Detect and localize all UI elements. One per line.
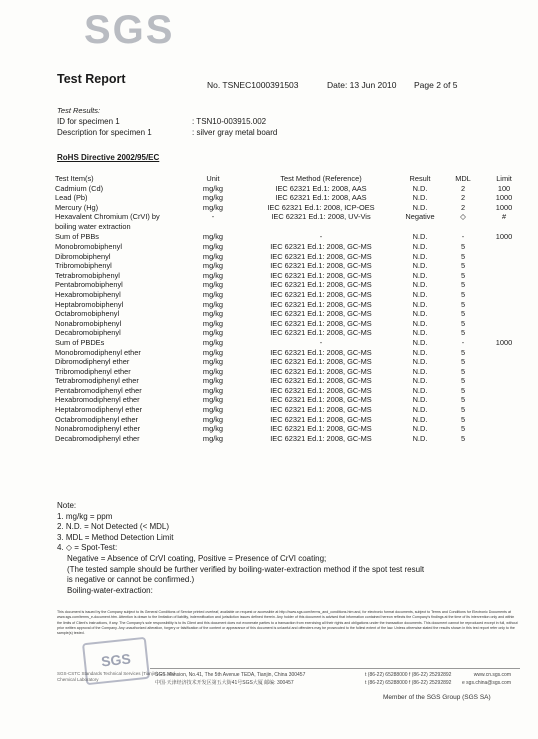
- footer-address-en: SGS Mansion, No.41, The 5th Avenue TEDA, Tianjin, China 300457: [155, 672, 306, 678]
- cell-test-item: Sum of PBBs: [55, 232, 99, 242]
- note-4-detail-a: Negative = Absence of CrVI coating, Positive = Presence of CrVI coating;: [67, 553, 327, 563]
- footer-company-line1: SGS-CSTC Standards Technical Services (Tianjin) Co., Ltd.: [57, 671, 177, 676]
- cell-result: N.D.: [412, 347, 428, 357]
- cell-test-item: Monobromodiphenyl ether: [55, 347, 141, 357]
- cell-limit: [483, 348, 525, 358]
- cell-result: N.D.: [412, 414, 428, 424]
- cell-mdl: -: [461, 232, 465, 242]
- table-row: [55, 232, 525, 242]
- cell-result: N.D.: [412, 385, 428, 395]
- cell-test-method: IEC 62321 Ed.1: 2008, GC-MS: [270, 251, 372, 261]
- header-unit: Unit: [206, 174, 220, 183]
- cell-unit: mg/kg: [202, 261, 224, 271]
- cell-result: N.D.: [412, 193, 428, 203]
- table-row: [55, 424, 525, 434]
- cell-mdl: 5: [460, 318, 466, 328]
- cell-limit: 100: [497, 183, 511, 193]
- specimen-desc-value: : silver gray metal board: [192, 128, 278, 137]
- cell-unit: mg/kg: [202, 337, 224, 347]
- cell-result: N.D.: [412, 289, 428, 299]
- cell-test-method: IEC 62321 Ed.1: 2008, GC-MS: [270, 347, 372, 357]
- cell-limit: [483, 300, 525, 310]
- header-result: Result: [409, 174, 431, 183]
- cell-test-item: Nonabromodiphenyl ether: [55, 424, 141, 434]
- cell-test-item: Pentabromodiphenyl ether: [55, 385, 142, 395]
- cell-result: Negative: [405, 212, 435, 222]
- cell-mdl: 5: [460, 280, 466, 290]
- cell-result: N.D.: [412, 299, 428, 309]
- cell-mdl: 5: [460, 357, 466, 367]
- cell-test-method: -: [319, 337, 323, 347]
- cell-test-method: IEC 62321 Ed.1: 2008, GC-MS: [270, 395, 372, 405]
- cell-result: N.D.: [412, 328, 428, 338]
- cell-mdl: 5: [460, 366, 466, 376]
- cell-test-item: Decabromodiphenyl ether: [55, 433, 140, 443]
- table-row: [55, 376, 525, 386]
- cell-limit: [483, 415, 525, 425]
- cell-unit: mg/kg: [202, 366, 224, 376]
- cell-result: N.D.: [412, 405, 428, 415]
- table-row: [55, 212, 525, 232]
- cell-test-method: IEC 62321 Ed.1: 2008, GC-MS: [270, 366, 372, 376]
- table-row: [55, 415, 525, 425]
- cell-test-item: Octabromodiphenyl ether: [55, 414, 138, 424]
- cell-unit: mg/kg: [202, 280, 224, 290]
- cell-limit: #: [501, 212, 507, 222]
- cell-result: N.D.: [412, 232, 428, 242]
- footer-phone-1: t (86-22) 65288000 f (86-22) 25292892: [365, 672, 452, 678]
- cell-unit: mg/kg: [202, 424, 224, 434]
- cell-test-item: Tetrabromobiphenyl: [55, 270, 120, 280]
- cell-test-method: IEC 62321 Ed.1: 2008, GC-MS: [270, 328, 372, 338]
- table-row: [55, 405, 525, 415]
- test-results-label: Test Results:: [57, 106, 101, 115]
- cell-test-item: Dibromobiphenyl: [55, 251, 111, 261]
- cell-result: N.D.: [412, 280, 428, 290]
- notes-section: [57, 501, 424, 596]
- cell-mdl: 5: [460, 376, 466, 386]
- notes-heading: Note:: [57, 501, 77, 510]
- cell-mdl: 5: [460, 424, 466, 434]
- cell-unit: mg/kg: [202, 289, 224, 299]
- cell-test-item: Hexabromobiphenyl: [55, 289, 121, 299]
- table-row: [55, 290, 525, 300]
- cell-limit: [483, 395, 525, 405]
- note-4-detail-d: Boiling-water-extraction:: [67, 585, 153, 595]
- cell-test-method: IEC 62321 Ed.1: 2008, AAS: [275, 183, 367, 193]
- cell-test-method: IEC 62321 Ed.1: 2008, GC-MS: [270, 309, 372, 319]
- cell-mdl: 5: [460, 289, 466, 299]
- cell-unit: mg/kg: [202, 299, 224, 309]
- cell-test-method: IEC 62321 Ed.1: 2008, GC-MS: [270, 405, 372, 415]
- cell-limit: [483, 252, 525, 262]
- footer-phone: [365, 671, 451, 687]
- cell-test-method: IEC 62321 Ed.1: 2008, GC-MS: [270, 241, 372, 251]
- cell-limit: [483, 261, 525, 271]
- cell-result: N.D.: [412, 270, 428, 280]
- header-mdl: MDL: [455, 174, 471, 183]
- footer-email: e sgs.china@sgs.com: [462, 680, 511, 686]
- cell-test-item: Octabromobiphenyl: [55, 309, 120, 319]
- footer-company-line2: Chemical Laboratory: [57, 677, 99, 682]
- cell-test-method: IEC 62321 Ed.1: 2008, GC-MS: [270, 261, 372, 271]
- cell-limit: [483, 319, 525, 329]
- header-test-item: Test Item(s): [55, 174, 94, 183]
- cell-limit: 1000: [495, 337, 513, 347]
- cell-test-method: IEC 62321 Ed.1: 2008, GC-MS: [270, 270, 372, 280]
- cell-test-method: IEC 62321 Ed.1: 2008, GC-MS: [270, 414, 372, 424]
- cell-limit: [483, 242, 525, 252]
- cell-unit: mg/kg: [202, 395, 224, 405]
- cell-limit: [483, 357, 525, 367]
- cell-mdl: 5: [460, 433, 466, 443]
- cell-unit: mg/kg: [202, 183, 224, 193]
- table-row: [55, 242, 525, 252]
- cell-limit: [483, 434, 525, 444]
- cell-mdl: 5: [460, 241, 466, 251]
- note-1: 1. mg/kg = ppm: [57, 511, 113, 521]
- cell-result: N.D.: [412, 357, 428, 367]
- report-title: Test Report: [57, 72, 126, 86]
- table-row: [55, 395, 525, 405]
- cell-test-item: Pentabromobiphenyl: [55, 280, 123, 290]
- cell-limit: 1000: [495, 232, 513, 242]
- cell-unit: mg/kg: [202, 318, 224, 328]
- legal-fine-print: This document is issued by the Company subject to its General Conditions of Service printed overleaf, available on request or accessible at http://www.sgs.com/terms_and_conditions.htm and, for electronic format documents, subject to Terms and Conditions for Electronic Documents at www.sgs.com/terms_e-document.htm. Attention is drawn to the limitation of liability, indemnification and jurisdiction issues defined therein. Any holder of this document is advised that information contained hereon reflects the Company's findings at the time of its intervention only and within the limits of Client's instructions, if any. The Company's sole responsibility is to its Client and this document does not exonerate parties to a transaction from exercising all their rights and obligations under the transaction documents. This document cannot be reproduced except in full, without prior written approval of the Company. Any unauthorized alteration, forgery or falsification of the content or appearance of this document is unlawful and offenders may be prosecuted to the fullest extent of the law. Unless otherwise stated the results shown in this test report refer only to the sample(s) tested.: [57, 610, 518, 636]
- cell-unit: -: [211, 212, 215, 222]
- table-row: [55, 193, 525, 203]
- table-row: [55, 367, 525, 377]
- table-row: [55, 300, 525, 310]
- table-row: [55, 328, 525, 338]
- table-row: [55, 271, 525, 281]
- cell-result: N.D.: [412, 309, 428, 319]
- cell-mdl: 5: [460, 299, 466, 309]
- footer-website: www.cn.sgs.com: [473, 672, 511, 678]
- table-row: [55, 319, 525, 329]
- cell-limit: [483, 376, 525, 386]
- cell-mdl: 5: [460, 261, 466, 271]
- cell-limit: [483, 290, 525, 300]
- cell-result: N.D.: [412, 318, 428, 328]
- results-table: [55, 174, 525, 443]
- cell-test-item: Sum of PBDEs: [55, 337, 105, 347]
- report-date: Date: 13 Jun 2010: [327, 80, 397, 90]
- table-row: [55, 252, 525, 262]
- cell-mdl: 5: [460, 270, 466, 280]
- header-test-method: Test Method (Reference): [280, 174, 362, 183]
- cell-unit: mg/kg: [202, 328, 224, 338]
- cell-mdl: 5: [460, 328, 466, 338]
- note-4: 4. ◇ = Spot-Test:: [57, 543, 118, 553]
- cell-result: N.D.: [412, 183, 428, 193]
- cell-mdl: 2: [460, 202, 466, 212]
- cell-mdl: 5: [460, 405, 466, 415]
- cell-unit: mg/kg: [202, 385, 224, 395]
- cell-mdl: 5: [460, 251, 466, 261]
- note-3: 3. MDL = Method Detection Limit: [57, 532, 174, 542]
- table-row: [55, 434, 525, 444]
- cell-unit: mg/kg: [202, 251, 224, 261]
- cell-test-item: Mercury (Hg): [55, 202, 99, 212]
- cell-mdl: 5: [460, 347, 466, 357]
- cell-result: N.D.: [412, 241, 428, 251]
- table-header-row: [55, 174, 525, 184]
- cell-unit: mg/kg: [202, 202, 224, 212]
- table-row: [55, 348, 525, 358]
- cell-unit: mg/kg: [202, 414, 224, 424]
- cell-unit: mg/kg: [202, 357, 224, 367]
- cell-test-item: Decabromobiphenyl: [55, 328, 121, 338]
- table-row: [55, 338, 525, 348]
- table-row: [55, 386, 525, 396]
- cell-unit: mg/kg: [202, 347, 224, 357]
- cell-mdl: 5: [460, 385, 466, 395]
- cell-limit: [483, 328, 525, 338]
- specimen-id-label: ID for specimen 1: [57, 117, 120, 126]
- header-limit: Limit: [496, 174, 512, 183]
- table-row: [55, 280, 525, 290]
- cell-result: N.D.: [412, 376, 428, 386]
- footer-address-cn: 中国·天津经济技术开发区第五大街41号SGS大厦 邮编: 300457: [155, 680, 294, 686]
- cell-mdl: ◇: [460, 212, 466, 222]
- cell-test-item: Monobromobiphenyl: [55, 241, 122, 251]
- cell-test-item: Heptabromodiphenyl ether: [55, 405, 143, 415]
- cell-test-item: Lead (Pb): [55, 193, 88, 203]
- footer-phone-2: t (86-22) 65288000 f (86-22) 25292892: [365, 680, 452, 686]
- sgs-stamp: SGS: [82, 637, 150, 685]
- table-row: [55, 309, 525, 319]
- footer-address: [155, 671, 305, 687]
- cell-mdl: 2: [460, 183, 466, 193]
- page-number: Page 2 of 5: [414, 80, 458, 90]
- cell-test-item: Nonabromobiphenyl: [55, 318, 122, 328]
- sgs-logo: SGS: [84, 8, 175, 52]
- cell-result: N.D.: [412, 433, 428, 443]
- cell-test-item: Tetrabromodiphenyl ether: [55, 376, 139, 386]
- cell-limit: [483, 280, 525, 290]
- cell-test-item: Cadmium (Cd): [55, 183, 104, 193]
- cell-limit: [483, 405, 525, 415]
- cell-limit: [483, 271, 525, 281]
- footer-divider: [150, 668, 520, 669]
- cell-limit: [483, 309, 525, 319]
- cell-test-method: IEC 62321 Ed.1: 2008, GC-MS: [270, 280, 372, 290]
- cell-test-item: Tribromodiphenyl ether: [55, 366, 131, 376]
- cell-test-method: IEC 62321 Ed.1: 2008, GC-MS: [270, 433, 372, 443]
- cell-limit: 1000: [495, 202, 513, 212]
- table-row: [55, 261, 525, 271]
- note-4-detail-c: is negative or cannot be confirmed.): [67, 575, 195, 585]
- table-row: [55, 203, 525, 213]
- cell-test-item: Hexabromodiphenyl ether: [55, 395, 140, 405]
- cell-result: N.D.: [412, 251, 428, 261]
- cell-test-method: IEC 62321 Ed.1: 2008, UV-Vis: [271, 212, 371, 222]
- cell-result: N.D.: [412, 261, 428, 271]
- cell-result: N.D.: [412, 202, 428, 212]
- cell-test-item: Dibromodiphenyl ether: [55, 357, 130, 367]
- report-number: No. TSNEC1000391503: [207, 80, 299, 90]
- cell-unit: mg/kg: [202, 241, 224, 251]
- specimen-desc-label: Description for specimen 1: [57, 128, 152, 137]
- cell-test-method: IEC 62321 Ed.1: 2008, GC-MS: [270, 376, 372, 386]
- cell-test-method: IEC 62321 Ed.1: 2008, GC-MS: [270, 385, 372, 395]
- cell-limit: 1000: [495, 193, 513, 203]
- cell-result: N.D.: [412, 395, 428, 405]
- table-row: [55, 357, 525, 367]
- cell-test-method: IEC 62321 Ed.1: 2008, GC-MS: [270, 424, 372, 434]
- cell-unit: mg/kg: [202, 193, 224, 203]
- cell-test-method: IEC 62321 Ed.1: 2008, ICP-OES: [267, 202, 375, 212]
- cell-test-method: IEC 62321 Ed.1: 2008, AAS: [275, 193, 367, 203]
- cell-limit: [483, 424, 525, 434]
- cell-result: N.D.: [412, 337, 428, 347]
- cell-limit: [483, 386, 525, 396]
- member-line: Member of the SGS Group (SGS SA): [383, 694, 491, 701]
- note-4-detail-b: (The tested sample should be further verified by boiling-water-extraction method if the spot test result: [67, 564, 425, 574]
- cell-unit: mg/kg: [202, 376, 224, 386]
- cell-unit: mg/kg: [202, 309, 224, 319]
- cell-test-item: Heptabromobiphenyl: [55, 299, 124, 309]
- cell-unit: mg/kg: [202, 232, 224, 242]
- cell-test-item: Tribromobiphenyl: [55, 261, 112, 271]
- cell-mdl: 5: [460, 309, 466, 319]
- cell-unit: mg/kg: [202, 270, 224, 280]
- cell-result: N.D.: [412, 424, 428, 434]
- footer-web: [462, 671, 511, 687]
- cell-limit: [483, 367, 525, 377]
- cell-unit: mg/kg: [202, 433, 224, 443]
- cell-mdl: -: [461, 337, 465, 347]
- cell-result: N.D.: [412, 366, 428, 376]
- table-row: [55, 184, 525, 194]
- cell-test-method: IEC 62321 Ed.1: 2008, GC-MS: [270, 289, 372, 299]
- cell-mdl: 5: [460, 395, 466, 405]
- directive-heading: RoHS Directive 2002/95/EC: [57, 153, 160, 162]
- specimen-id-value: : TSN10-003915.002: [192, 117, 267, 126]
- cell-unit: mg/kg: [202, 405, 224, 415]
- cell-test-method: IEC 62321 Ed.1: 2008, GC-MS: [270, 318, 372, 328]
- cell-test-method: -: [319, 232, 323, 242]
- cell-test-method: IEC 62321 Ed.1: 2008, GC-MS: [270, 299, 372, 309]
- cell-mdl: 2: [460, 193, 466, 203]
- note-2: 2. N.D. = Not Detected (< MDL): [57, 522, 170, 532]
- cell-mdl: 5: [460, 414, 466, 424]
- cell-test-method: IEC 62321 Ed.1: 2008, GC-MS: [270, 357, 372, 367]
- cell-test-item: Hexavalent Chromium (CrVI) by boiling water extraction: [55, 212, 160, 231]
